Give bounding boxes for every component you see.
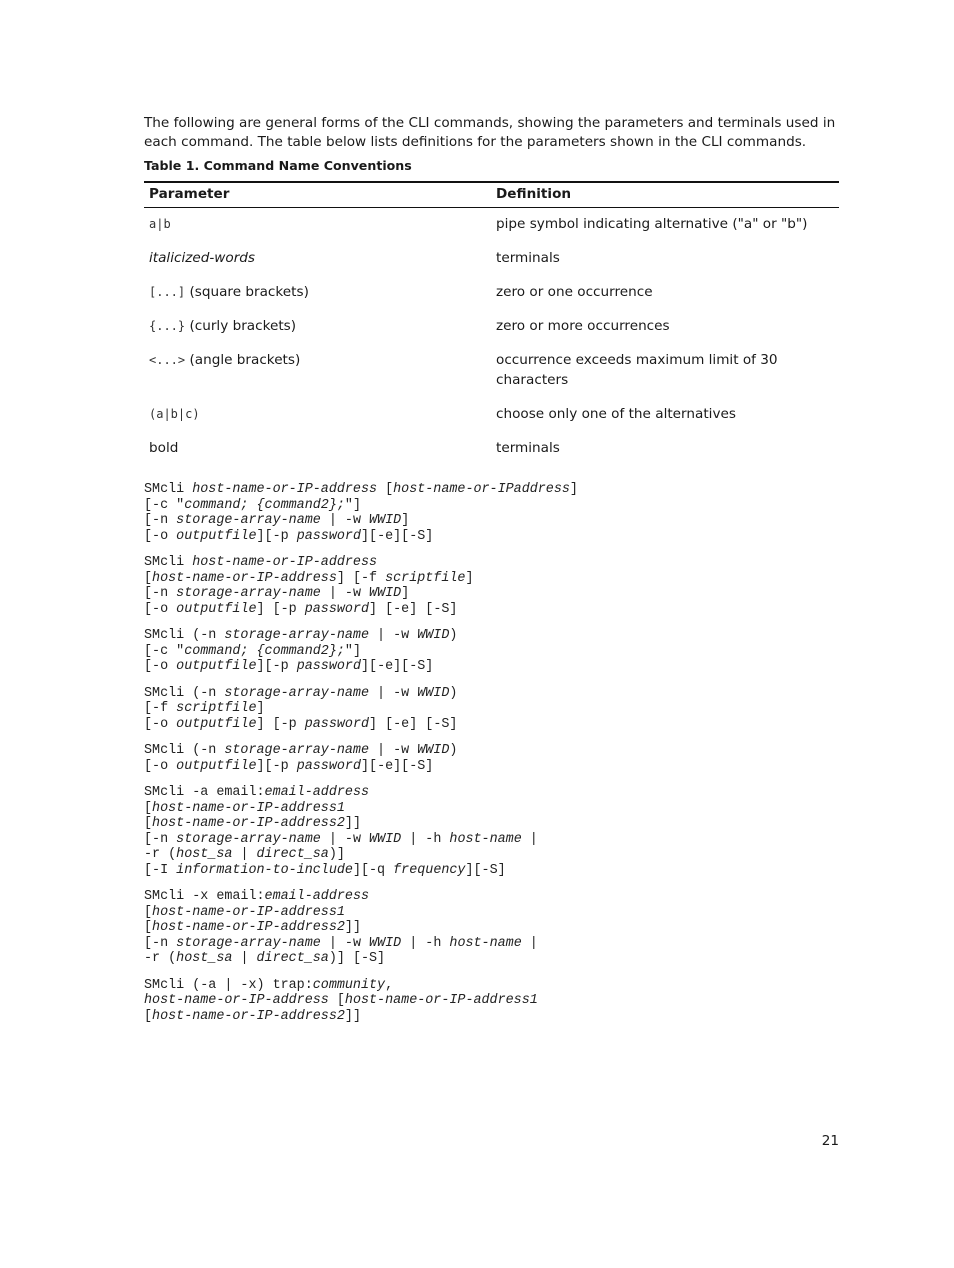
syntax-literal: -r ( (144, 951, 177, 966)
syntax-variable: frequency (393, 862, 466, 878)
syntax-literal: [ (144, 1008, 153, 1024)
syntax-literal: -r ( (144, 847, 177, 862)
syntax-variable: storage-array-name (176, 513, 321, 528)
syntax-literal: [-o (144, 601, 177, 617)
syntax-variable: storage-array-name (176, 586, 321, 601)
command-syntax-block (144, 785, 839, 878)
syntax-variable: host_sa (176, 951, 233, 966)
syntax-literal: | (521, 935, 538, 951)
syntax-literal: ] (569, 482, 578, 497)
syntax-literal: ]] (344, 920, 361, 935)
syntax-literal: [-f (144, 701, 177, 716)
syntax-variable: storage-array-name (224, 628, 370, 643)
syntax-literal: SMcli (144, 555, 193, 570)
parameter-code: a|b (149, 217, 171, 231)
header-parameter: Parameter (144, 182, 491, 208)
syntax-variable: host-name-or-IP-address (192, 555, 378, 570)
syntax-literal: ) (449, 685, 458, 701)
syntax-literal: SMcli (-n (144, 743, 225, 758)
syntax-literal: ] [-e] [-S] (369, 716, 458, 732)
syntax-literal: | -h (401, 935, 450, 951)
syntax-literal: ]] (344, 816, 361, 831)
syntax-variable: command; {command2}; (184, 643, 345, 659)
syntax-variable: host-name-or-IPaddress (393, 482, 570, 497)
syntax-literal: [ (144, 570, 153, 586)
syntax-literal: | -w (320, 935, 370, 951)
syntax-literal: "] (344, 643, 361, 659)
syntax-literal: | (521, 831, 538, 847)
table-row (144, 432, 839, 466)
table-row (144, 242, 839, 276)
syntax-variable: storage-array-name (176, 935, 321, 951)
page-number: 21 (821, 1133, 839, 1149)
syntax-literal: [ (377, 482, 394, 497)
syntax-variable: storage-array-name (176, 831, 321, 847)
syntax-literal: [ (328, 993, 345, 1008)
syntax-variable: host-name-or-IP-address (192, 482, 378, 497)
syntax-literal: ][-e][-S] (361, 659, 434, 674)
syntax-variable: storage-array-name (224, 685, 370, 701)
syntax-literal: ] (465, 570, 474, 586)
syntax-literal: ]] (344, 1008, 361, 1024)
command-syntax-block (144, 482, 839, 544)
syntax-variable: host-name (449, 831, 522, 847)
table-row (144, 310, 839, 344)
parameter-text: (square brackets) (185, 284, 309, 300)
parameter-code: {...} (149, 319, 186, 333)
syntax-variable: host-name (449, 935, 522, 951)
syntax-literal: [-n (144, 935, 177, 951)
syntax-literal: [ (144, 816, 153, 831)
syntax-literal: [ (144, 920, 153, 935)
syntax-variable: scriptfile (176, 701, 257, 716)
command-syntax-block (144, 978, 839, 1025)
syntax-literal: [-I (144, 862, 177, 878)
syntax-variable: community (312, 977, 386, 993)
syntax-variable: host-name-or-IP-address (152, 570, 337, 586)
syntax-variable: password (296, 758, 361, 774)
syntax-literal: ][-p (256, 758, 297, 774)
syntax-variable: email-address (264, 889, 370, 904)
syntax-literal: ] [-e] [-S] (369, 601, 458, 617)
syntax-literal: | (232, 847, 257, 862)
syntax-variable: WWID (417, 743, 450, 758)
definition-cell: occurrence exceeds maximum limit of 30 characters (496, 352, 778, 388)
syntax-variable: email-address (264, 785, 370, 800)
syntax-variable: host-name-or-IP-address1 (152, 904, 345, 920)
syntax-literal: ][-p (256, 528, 297, 544)
command-syntax-block (144, 889, 839, 967)
syntax-literal: [-o (144, 528, 177, 544)
syntax-variable: password (296, 528, 361, 544)
syntax-literal: [ (144, 904, 153, 920)
syntax-variable: scriptfile (385, 570, 466, 586)
syntax-variable: host-name-or-IP-address1 (152, 800, 345, 816)
syntax-variable: host-name-or-IP-address2 (152, 920, 345, 935)
syntax-variable: WWID (417, 628, 450, 643)
table-header-row (144, 182, 839, 208)
parameter-code: <...> (149, 353, 186, 367)
syntax-literal: ] (401, 586, 410, 601)
syntax-literal: ][-e][-S] (361, 528, 434, 544)
definition-cell: pipe symbol indicating alternative ("a" or "b") (496, 216, 808, 232)
syntax-literal: [ (144, 800, 153, 816)
definition-cell: terminals (496, 440, 560, 456)
syntax-variable: host-name-or-IP-address (144, 993, 329, 1008)
syntax-variable: outputfile (176, 528, 257, 544)
syntax-variable: outputfile (176, 601, 257, 617)
definition-cell: terminals (496, 250, 560, 266)
syntax-literal: , (385, 977, 394, 993)
parameter-text: (angle brackets) (185, 352, 301, 368)
table-row (144, 208, 839, 243)
command-syntax-block (144, 555, 839, 617)
command-syntax-block (144, 743, 839, 774)
syntax-literal: ] [-f (336, 570, 386, 586)
syntax-literal: ] [-p (256, 601, 305, 617)
syntax-literal: [-n (144, 831, 177, 847)
syntax-literal: SMcli (-n (144, 685, 225, 701)
syntax-variable: outputfile (176, 716, 257, 732)
syntax-literal: SMcli -x email: (144, 889, 265, 904)
syntax-literal: )] [-S] (328, 951, 386, 966)
syntax-literal: | (232, 951, 257, 966)
syntax-variable: WWID (369, 586, 402, 601)
syntax-literal: | -w (320, 831, 370, 847)
syntax-variable: host-name-or-IP-address2 (152, 816, 345, 831)
table-row (144, 344, 839, 398)
syntax-literal: SMcli (144, 482, 193, 497)
parameter-italic: italicized-words (149, 250, 256, 266)
syntax-literal: | -h (401, 831, 450, 847)
parameter-code: (a|b|c) (149, 407, 200, 421)
parameter-cell (144, 344, 491, 398)
syntax-variable: outputfile (176, 659, 257, 674)
syntax-literal: ][-q (352, 862, 394, 878)
syntax-variable: host-name-or-IP-address2 (152, 1008, 345, 1024)
syntax-variable: password (304, 601, 370, 617)
syntax-variable: command; {command2}; (184, 497, 345, 513)
syntax-literal: [-n (144, 513, 177, 528)
syntax-literal: [-n (144, 586, 177, 601)
parameter-cell (144, 242, 491, 276)
syntax-variable: storage-array-name (224, 743, 370, 758)
parameter-cell (144, 398, 491, 432)
parameter-text: bold (149, 440, 179, 456)
parameter-code: [...] (149, 285, 186, 299)
header-definition: Definition (491, 182, 839, 208)
syntax-literal: [-c " (144, 643, 185, 659)
syntax-literal: ) (449, 628, 458, 643)
syntax-literal: ] (256, 701, 265, 716)
parameter-cell (144, 208, 491, 243)
syntax-variable: direct_sa (256, 847, 329, 862)
command-syntax-block (144, 686, 839, 733)
syntax-literal: ) (449, 743, 458, 758)
parameter-cell (144, 432, 491, 466)
conventions-table (144, 181, 839, 466)
syntax-variable: information-to-include (176, 862, 353, 878)
intro-paragraph: The following are general forms of the CLI commands, showing the parameters and terminals used in each command. The table below lists definitions for the parameters shown in the CLI commands. (144, 115, 836, 150)
table-caption: Table 1. Command Name Conventions (144, 158, 412, 173)
syntax-literal: "] (344, 497, 361, 513)
syntax-literal: | -w (320, 586, 370, 601)
parameter-cell (144, 310, 491, 344)
table-row (144, 398, 839, 432)
table-row (144, 276, 839, 310)
definition-cell: zero or one occurrence (496, 284, 653, 300)
syntax-variable: WWID (369, 935, 402, 951)
syntax-variable: outputfile (176, 758, 257, 774)
syntax-literal: SMcli (-a | -x) trap: (144, 977, 313, 993)
parameter-cell (144, 276, 491, 310)
syntax-variable: WWID (369, 513, 402, 528)
definition-cell: zero or more occurrences (496, 318, 670, 334)
syntax-literal: [-o (144, 716, 177, 732)
syntax-literal: [-c " (144, 497, 185, 513)
document-page (144, 114, 839, 1035)
syntax-literal: ] (401, 513, 410, 528)
syntax-variable: WWID (369, 831, 402, 847)
syntax-literal: ][-p (256, 659, 297, 674)
syntax-literal: [-o (144, 659, 177, 674)
syntax-literal: SMcli (-n (144, 628, 225, 643)
syntax-literal: | -w (320, 513, 370, 528)
syntax-literal: | -w (369, 743, 418, 758)
syntax-literal: ][-S] (465, 862, 506, 878)
syntax-variable: WWID (417, 685, 450, 701)
syntax-variable: password (296, 659, 361, 674)
command-syntax-list (144, 482, 839, 1024)
syntax-variable: direct_sa (256, 951, 329, 966)
syntax-variable: host-name-or-IP-address1 (344, 993, 538, 1008)
syntax-literal: ] [-p (256, 716, 305, 732)
syntax-literal: )] (328, 847, 345, 862)
syntax-literal: SMcli -a email: (144, 785, 265, 800)
syntax-literal: | -w (369, 685, 418, 701)
syntax-literal: ][-e][-S] (361, 758, 434, 774)
definition-cell: choose only one of the alternatives (496, 406, 736, 422)
syntax-variable: host_sa (176, 847, 233, 862)
parameter-text: (curly brackets) (185, 318, 297, 334)
syntax-variable: password (304, 716, 370, 732)
command-syntax-block (144, 628, 839, 675)
syntax-literal: | -w (369, 628, 418, 643)
syntax-literal: [-o (144, 758, 177, 774)
